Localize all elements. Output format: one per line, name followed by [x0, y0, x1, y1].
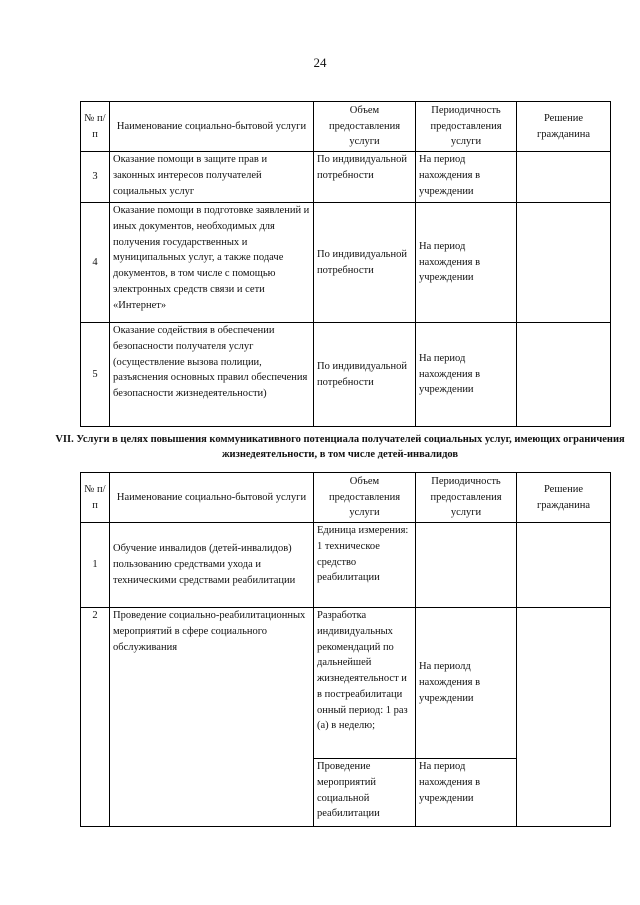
service-name: Оказание содействия в обеспечении безопасности получателя услуг (осуществление вызова полиции, разъяснения основных правил обеспечения безопасности жизнедеятельности) [110, 323, 314, 427]
services-table-2 [80, 472, 611, 827]
service-name: Обучение инвалидов (детей-инвалидов) пользованию средствами ухода и техническими средствами реабилитации [110, 523, 314, 608]
header-volume: Объем предоставления услуги [314, 102, 416, 152]
service-volume: По индивидуальной потребности [314, 323, 416, 427]
header-decision: Решение гражданина [517, 473, 611, 523]
service-period [416, 523, 517, 608]
table-row [81, 152, 611, 203]
row-num: 5 [81, 323, 110, 427]
row-num: 1 [81, 523, 110, 608]
citizen-decision [517, 523, 611, 608]
header-volume: Объем предоставления услуги [314, 473, 416, 523]
citizen-decision [517, 152, 611, 203]
table-row [81, 323, 611, 427]
service-period: На период нахождения в учреждении [416, 203, 517, 323]
page-number: 24 [313, 55, 327, 70]
section-heading: VII. Услуги в целях повышения коммуникативного потенциала получателей социальных услуг, имеющих ограничения жизнедеятельности, в том числе детей-инвалидов [55, 434, 625, 461]
service-volume: Проведение мероприятий социальной реабилитации [314, 759, 416, 827]
service-name: Оказание помощи в подготовке заявлений и иных документов, необходимых для получения государственных и муниципальных услуг, а также подаче документов, в том числе с помощью электронных средств связи и сети «Интернет» [110, 203, 314, 323]
table-row [81, 608, 611, 759]
citizen-decision [517, 323, 611, 427]
table-row [81, 523, 611, 608]
row-num: 3 [81, 152, 110, 203]
service-name: Проведение социально-реабилитационных мероприятий в сфере социального обслуживания [110, 608, 314, 827]
header-name: Наименование социально-бытовой услуги [110, 473, 314, 523]
service-period: На периолд нахождения в учреждении [416, 608, 517, 759]
header-period: Периодичность предоставления услуги [416, 473, 517, 523]
table-header-row [81, 473, 611, 523]
table-header-row [81, 102, 611, 152]
header-period: Периодичность предоставления услуги [416, 102, 517, 152]
service-volume: По индивидуальной потребности [314, 152, 416, 203]
header-num: № п/п [81, 473, 110, 523]
service-volume: Разработка индивидуальных рекомендаций по дальнейшей жизнедеятельност и в постреабилитаци онный период: 1 раз (а) в неделю; [314, 608, 416, 759]
service-name: Оказание помощи в защите прав и законных интересов получателей социальных услуг [110, 152, 314, 203]
service-volume: По индивидуальной потребности [314, 203, 416, 323]
row-num: 2 [81, 608, 110, 827]
service-period: На период нахождения в учреждении [416, 759, 517, 827]
citizen-decision [517, 608, 611, 827]
table-row [81, 203, 611, 323]
service-period: На период нахождения в учреждении [416, 152, 517, 203]
header-name: Наименование социально-бытовой услуги [110, 102, 314, 152]
citizen-decision [517, 203, 611, 323]
row-num: 4 [81, 203, 110, 323]
header-decision: Решение гражданина [517, 102, 611, 152]
service-period: На период нахождения в учреждении [416, 323, 517, 427]
header-num: № п/п [81, 102, 110, 152]
services-table-1 [80, 101, 611, 427]
service-volume: Единица измерения: 1 техническое средство реабилитации [314, 523, 416, 608]
